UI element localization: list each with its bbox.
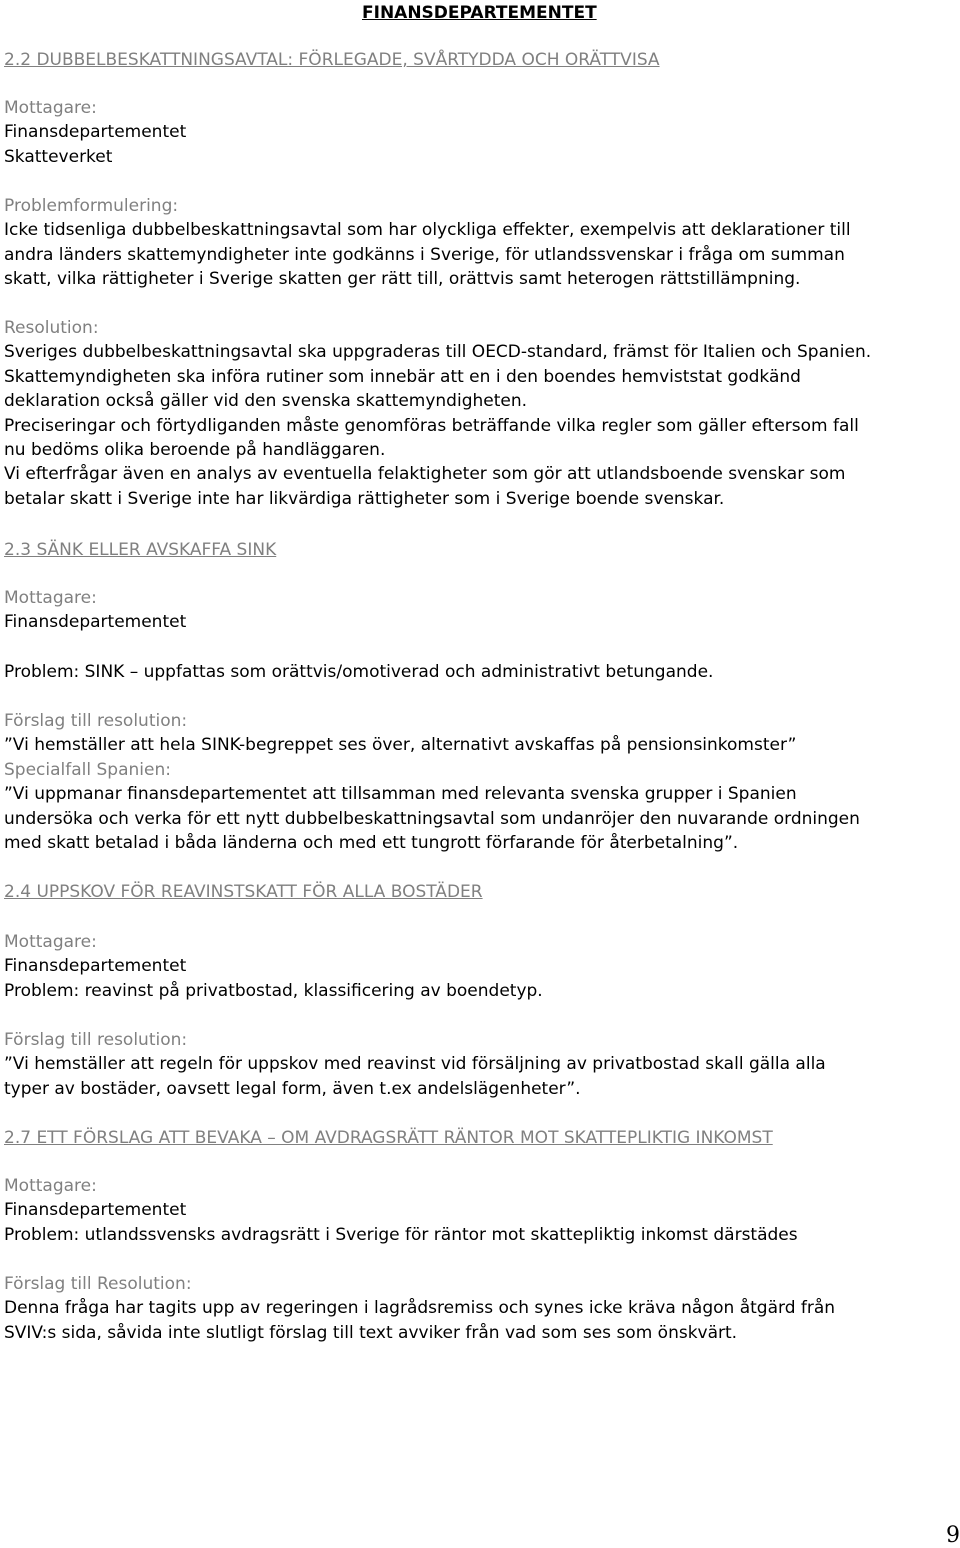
section-title: 2.7 ETT FÖRSLAG ATT BEVAKA – OM AVDRAGSRÄTT RÄNTOR MOT SKATTEPLIKTIG INKOMST (4, 1128, 773, 1148)
section-2-7-recipients (4, 1174, 956, 1247)
special-case-line: med skatt betalad i båda länderna och med ett tungrott förfarande för återbetalning”. (4, 833, 739, 854)
resolution-line: Vi efterfrågar även en analys av eventuella felaktigheter som gör att utlandsboende svenskar som (4, 464, 846, 485)
resolution-label: Resolution: (4, 318, 99, 338)
special-case-line: undersöka och verka för ett nytt dubbelbeskattningsavtal som undanröjer den nuvarande ordningen (4, 808, 860, 829)
resolution-line: deklaration också gäller vid den svenska skattemyndigheten. (4, 391, 528, 412)
proposal-line: SVIV:s sida, såvida inte slutligt förslag till text avviker från vad som ses som önskvärt. (4, 1322, 738, 1343)
resolution-line: Skattemyndigheten ska införa rutiner som innebär att en i den boendes hemviststat godkänd (4, 366, 801, 387)
section-2-3 (4, 538, 956, 562)
section-2-4-proposal (4, 1028, 956, 1101)
section-2-3-problem (4, 660, 956, 684)
recipient: Finansdepartementet (4, 956, 187, 977)
problem-line: andra länders skattemyndigheter inte godkänns i Sverige, för utlandssvenskar i fråga om summan (4, 244, 845, 265)
recipient: Skatteverket (4, 146, 113, 167)
department-heading: FINANSDEPARTEMENTET (362, 3, 597, 23)
section-2-2-problem (4, 194, 956, 292)
special-case-label: Specialfall Spanien: (4, 759, 171, 780)
section-2-2 (4, 48, 956, 72)
section-title: 2.3 SÄNK ELLER AVSKAFFA SINK (4, 540, 277, 560)
proposal-line: ”Vi hemställer att regeln för uppskov med reavinst vid försäljning av privatbostad skall gälla alla (4, 1054, 826, 1075)
recipients-label: Mottagare: (4, 98, 97, 118)
section-2-3-proposal (4, 709, 956, 855)
special-case-line: ”Vi uppmanar finansdepartementet att tillsamman med relevanta svenska grupper i Spanien (4, 784, 797, 805)
section-2-3-recipients (4, 586, 956, 635)
section-2-4-recipients (4, 930, 956, 1003)
problem-label: Problemformulering: (4, 196, 179, 216)
resolution-line: betalar skatt i Sverige inte har likvärdiga rättigheter som i Sverige boende svenskar. (4, 488, 725, 509)
proposal-line: typer av bostäder, oavsett legal form, även t.ex andelslägenheter”. (4, 1078, 581, 1099)
resolution-line: nu bedöms olika beroende på handläggaren. (4, 440, 386, 461)
section-2-7 (4, 1126, 956, 1150)
section-title: 2.4 UPPSKOV FÖR REAVINSTSKATT FÖR ALLA BOSTÄDER (4, 882, 483, 902)
section-2-7-proposal (4, 1272, 956, 1345)
section-2-2-resolution (4, 316, 956, 511)
problem-text: Problem: reavinst på privatbostad, klassificering av boendetyp. (4, 980, 543, 1001)
proposal-label: Förslag till Resolution: (4, 1274, 192, 1294)
page-number: 9 (946, 1523, 960, 1548)
problem-line: Icke tidsenliga dubbelbeskattningsavtal som har olyckliga effekter, exempelvis att deklarationer till (4, 220, 851, 241)
proposal-label: Förslag till resolution: (4, 711, 188, 731)
problem-text: Problem: SINK – uppfattas som orättvis/omotiverad och administrativt betungande. (4, 662, 714, 682)
section-title: 2.2 DUBBELBESKATTNINGSAVTAL: FÖRLEGADE, SVÅRTYDDA OCH ORÄTTVISA (4, 50, 660, 70)
resolution-line: Preciseringar och förtydliganden måste genomföras beträffande vilka regler som gäller eftersom fall (4, 415, 859, 436)
recipient: Finansdepartementet (4, 612, 187, 633)
proposal-line: Denna fråga har tagits upp av regeringen i lagrådsremiss och synes icke kräva någon åtgärd från (4, 1298, 836, 1319)
problem-line: skatt, vilka rättigheter i Sverige skatten ger rätt till, orättvis samt heterogen rättstillämpning. (4, 269, 801, 290)
recipients-label: Mottagare: (4, 1176, 97, 1196)
recipient: Finansdepartementet (4, 122, 187, 143)
proposal-label: Förslag till resolution: (4, 1030, 188, 1050)
section-2-4 (4, 880, 956, 904)
proposal-text: ”Vi hemställer att hela SINK-begreppet ses över, alternativt avskaffas på pensionsinkomster” (4, 735, 797, 756)
resolution-line: Sveriges dubbelbeskattningsavtal ska uppgraderas till OECD-standard, främst för Italien och Spanien. (4, 342, 872, 363)
recipients-label: Mottagare: (4, 932, 97, 952)
problem-text: Problem: utlandssvensks avdragsrätt i Sverige för räntor mot skattepliktig inkomst därstädes (4, 1224, 798, 1245)
recipients-label: Mottagare: (4, 588, 97, 608)
section-2-2-body (4, 96, 956, 169)
recipient: Finansdepartementet (4, 1200, 187, 1221)
